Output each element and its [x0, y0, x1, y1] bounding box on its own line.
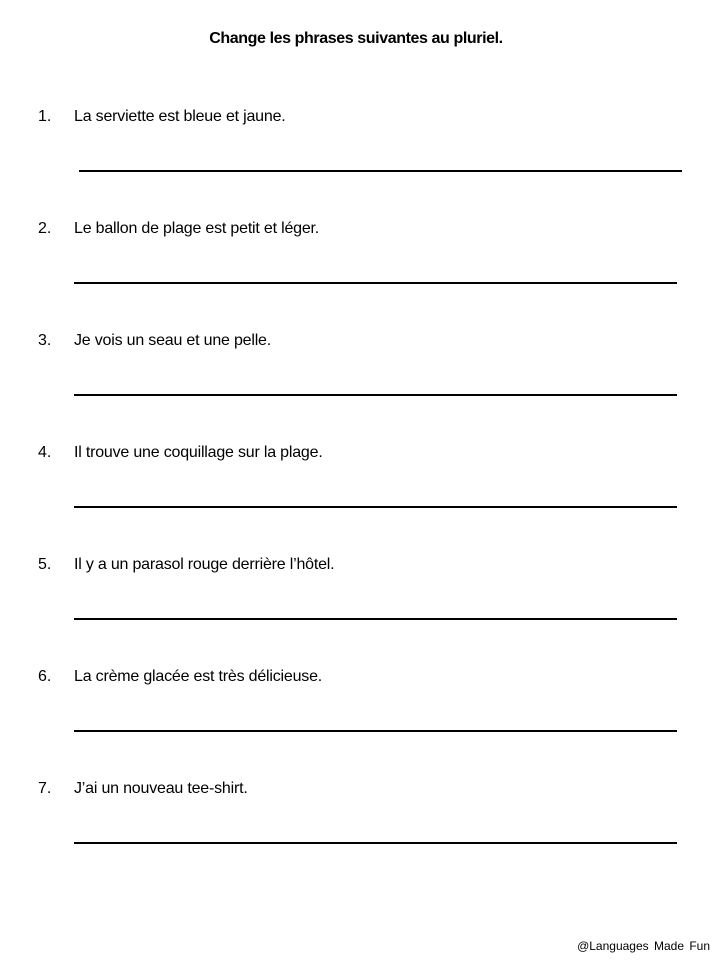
- exercise-item: [0, 668, 720, 780]
- item-number: 1.: [38, 108, 52, 125]
- copyright-footer: @Languages Made Fun: [577, 939, 710, 953]
- item-number: 6.: [38, 668, 52, 685]
- item-number: 2.: [38, 220, 52, 237]
- item-sentence: Le ballon de plage est petit et léger.: [74, 220, 320, 237]
- exercise-item: [0, 220, 720, 332]
- exercise-item: [0, 332, 720, 444]
- worksheet-title: Change les phrases suivantes au pluriel.: [209, 30, 503, 47]
- answer-line[interactable]: [74, 730, 677, 732]
- item-sentence: Il y a un parasol rouge derrière l’hôtel.: [74, 556, 335, 573]
- item-number: 7.: [38, 780, 52, 797]
- item-number: 4.: [38, 444, 52, 461]
- answer-line[interactable]: [74, 506, 677, 508]
- item-sentence: La serviette est bleue et jaune.: [74, 108, 286, 125]
- exercise-item: [0, 444, 720, 556]
- exercise-item: [0, 108, 720, 220]
- answer-line[interactable]: [74, 618, 677, 620]
- item-sentence: La crème glacée est très délicieuse.: [74, 668, 323, 685]
- item-number: 5.: [38, 556, 52, 573]
- item-sentence: Je vois un seau et une pelle.: [74, 332, 272, 349]
- exercise-item: [0, 556, 720, 668]
- item-number: 3.: [38, 332, 52, 349]
- answer-line[interactable]: [74, 842, 677, 844]
- answer-line[interactable]: [74, 282, 677, 284]
- item-sentence: Il trouve une coquillage sur la plage.: [74, 444, 323, 461]
- exercise-item: [0, 780, 720, 892]
- answer-line[interactable]: [79, 170, 682, 172]
- item-sentence: J’ai un nouveau tee-shirt.: [74, 780, 248, 797]
- answer-line[interactable]: [74, 394, 677, 396]
